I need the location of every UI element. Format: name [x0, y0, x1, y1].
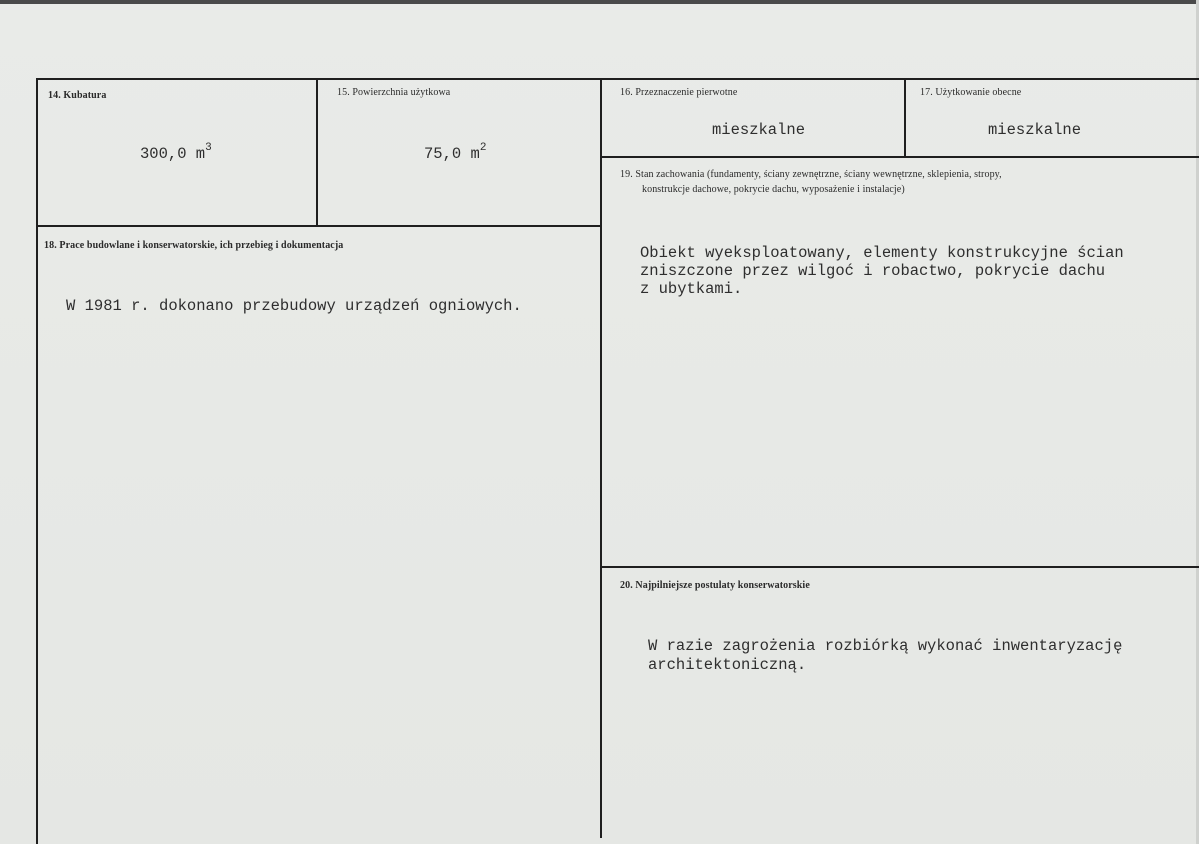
field-14-value: 300,0 $m^3$ [140, 142, 212, 163]
divider-right-lower [600, 566, 1199, 568]
field-19-line2: zniszczone przez wilgoć i robactwo, pokrycie dachu [640, 262, 1106, 280]
field-18-value: W 1981 r. dokonano przebudowy urządzeń ogniowych. [66, 297, 522, 315]
field-14-label: 14. Kubatura [48, 90, 107, 101]
divider-14-15 [316, 78, 318, 227]
field-19-label-line1: 19. Stan zachowania (fundamenty, ściany zewnętrzne, ściany wewnętrzne, sklepienia, stropy, [620, 169, 1002, 180]
divider-top [36, 78, 1199, 80]
field-18-label: 18. Prace budowlane i konserwatorskie, ich przebieg i dokumentacja [44, 240, 344, 251]
divider-center [600, 78, 602, 838]
field-17-label: 17. Użytkowanie obecne [920, 87, 1022, 98]
field-20-line2: architektoniczną. [648, 656, 807, 674]
top-edge [0, 0, 1199, 4]
field-15-value: 75,0 $m^2$ [424, 142, 487, 163]
divider-16-17 [904, 78, 906, 158]
divider-right-mid [600, 156, 1199, 158]
field-17-value: mieszkalne [988, 121, 1082, 139]
field-19-line1: Obiekt wyeksploatowany, elementy konstrukcyjne ścian [640, 244, 1124, 262]
divider-left-edge [36, 78, 38, 844]
divider-left-mid [36, 225, 602, 227]
field-20-line1: W razie zagrożenia rozbiórką wykonać inwentaryzację [648, 637, 1123, 655]
field-19-line3: z ubytkami. [640, 280, 743, 298]
field-20-label: 20. Najpilniejsze postulaty konserwatorskie [620, 580, 810, 591]
field-16-value: mieszkalne [712, 121, 806, 139]
field-19-label-line2: konstrukcje dachowe, pokrycie dachu, wyposażenie i instalacje) [642, 184, 905, 195]
field-16-label: 16. Przeznaczenie pierwotne [620, 87, 738, 98]
field-15-label: 15. Powierzchnia użytkowa [337, 87, 451, 98]
